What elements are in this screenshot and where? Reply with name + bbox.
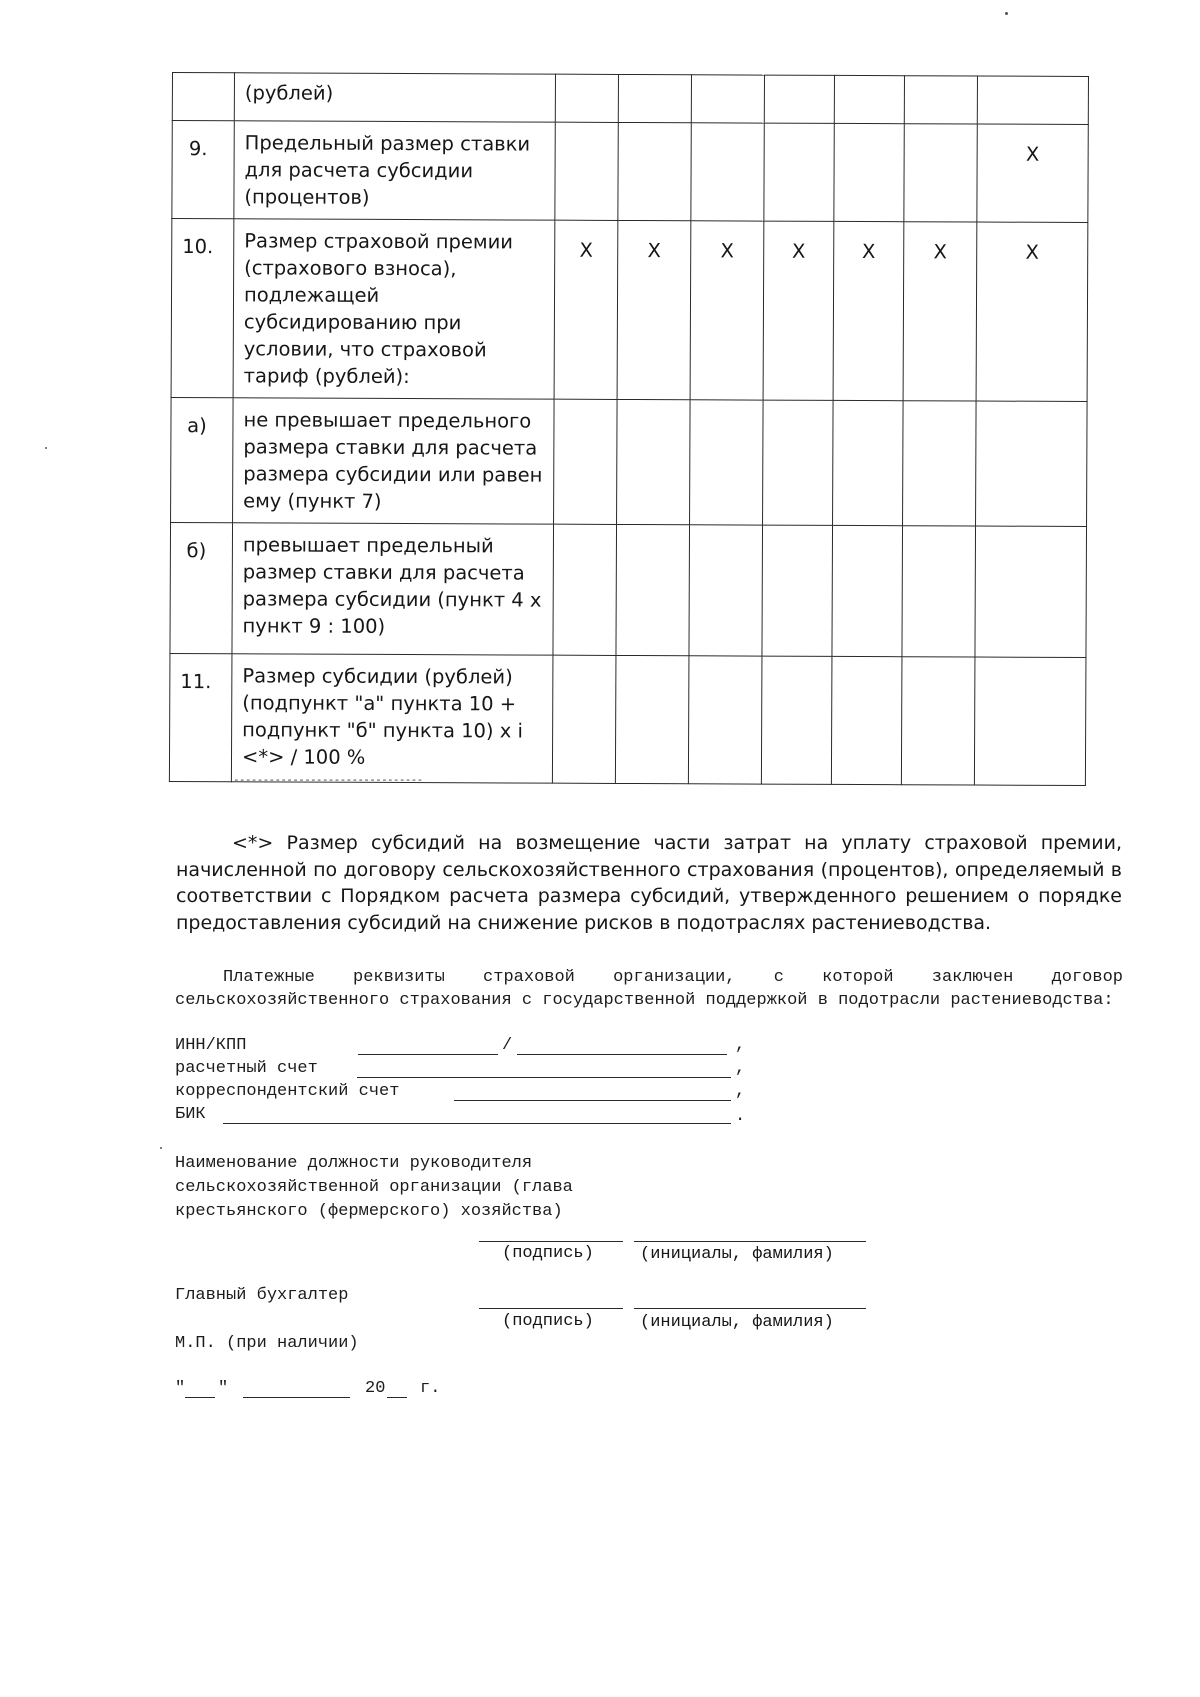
value-cell[interactable] xyxy=(977,76,1088,124)
row-number-cell xyxy=(172,73,234,121)
table-row xyxy=(172,121,1088,223)
value-cell[interactable] xyxy=(975,526,1087,657)
value-cell[interactable] xyxy=(764,123,834,221)
value-cell[interactable] xyxy=(901,657,975,785)
table-row xyxy=(172,73,1088,125)
value-cell[interactable] xyxy=(976,401,1088,526)
value-cell[interactable] xyxy=(555,122,618,220)
row-number-cell: 11. xyxy=(169,653,232,781)
row-description-cell: (рублей) xyxy=(234,73,555,122)
bik-row xyxy=(175,1103,755,1126)
kpp-input-line[interactable] xyxy=(517,1054,727,1055)
value-cell[interactable] xyxy=(689,525,763,656)
head-signature-line[interactable] xyxy=(479,1241,623,1242)
value-cell[interactable] xyxy=(691,123,764,221)
row-description-cell: Размер страховой премии (страхового взноса), подлежащей субсидированию при условии, что страховой тариф (рублей): xyxy=(233,219,555,399)
corr-account-input-line[interactable] xyxy=(454,1100,731,1101)
table-row xyxy=(171,219,1088,402)
date-year-line[interactable] xyxy=(387,1397,407,1398)
value-cell[interactable] xyxy=(903,401,977,526)
value-cell[interactable] xyxy=(832,525,903,656)
date-year-suffix: г. xyxy=(420,1379,441,1398)
row-number-cell: б) xyxy=(170,522,233,653)
date-quote-open: " xyxy=(175,1379,186,1398)
accountant-signature-line[interactable] xyxy=(479,1308,623,1309)
value-cell[interactable] xyxy=(552,655,616,783)
row-description-cell: Предельный размер ставки для расчета субсидии (процентов) xyxy=(234,121,555,220)
value-cell[interactable] xyxy=(615,655,689,783)
scan-speck xyxy=(1005,12,1008,15)
date-year-prefix: 20 xyxy=(365,1379,386,1398)
bik-input-line[interactable] xyxy=(223,1123,731,1124)
value-cell[interactable] xyxy=(831,656,902,784)
value-cell[interactable]: Х xyxy=(833,221,904,400)
head-name-caption: (инициалы, фамилия) xyxy=(640,1245,834,1264)
value-cell[interactable] xyxy=(617,399,691,524)
value-cell[interactable] xyxy=(834,123,904,221)
value-cell[interactable] xyxy=(554,399,618,524)
row-description-cell: превышает предельный размер ставки для расчета размера субсидии (пункт 4 х пункт 9 : 100) xyxy=(232,523,554,655)
row-number-cell: 9. xyxy=(172,121,234,219)
inn-kpp-label: ИНН/КПП xyxy=(175,1036,247,1055)
accountant-signature-caption: (подпись) xyxy=(502,1312,594,1331)
table-row xyxy=(171,397,1088,526)
value-cell[interactable] xyxy=(974,657,1086,785)
value-cell[interactable]: Х xyxy=(690,221,764,400)
value-cell[interactable] xyxy=(764,75,834,123)
value-cell[interactable]: Х xyxy=(976,222,1088,401)
account-input-line[interactable] xyxy=(357,1077,731,1078)
value-cell[interactable] xyxy=(834,75,904,123)
value-cell[interactable] xyxy=(763,400,834,525)
inn-input-line[interactable] xyxy=(358,1054,498,1055)
account-row xyxy=(175,1057,755,1080)
row-description-cell: не превышает предельного размера ставки для расчета размера субсидии или равен ему (пункт 7) xyxy=(233,398,555,524)
corr-account-comma: , xyxy=(735,1082,746,1101)
table-row xyxy=(169,653,1086,785)
footnote-text: <*> Размер субсидий на возмещение части затрат на уплату страховой премии, начисленной по договору сельскохозяйственного страхования (процентов), определяемый в соответствии с Порядком расчета размера субсидий, утвержденного решением о порядке предоставления субсидий на снижение рисков в подотраслях растениеводства. xyxy=(176,832,1122,934)
value-cell[interactable]: Х xyxy=(903,222,977,401)
head-signature-caption: (подпись) xyxy=(502,1244,594,1263)
row-description-cell: Размер субсидии (рублей) (подпункт "а" пункта 10 + подпункт "б" пункта 10) х i <*> / 100 % xyxy=(231,654,553,783)
date-quote-close: " xyxy=(218,1379,229,1398)
chief-accountant-label: Главный бухгалтер xyxy=(175,1286,349,1305)
value-cell[interactable] xyxy=(618,122,691,220)
subsidy-calculation-table xyxy=(169,72,1089,786)
corr-account-row xyxy=(175,1080,755,1103)
scan-speck xyxy=(160,1147,162,1149)
value-cell[interactable] xyxy=(690,400,764,525)
inn-kpp-comma: , xyxy=(735,1036,746,1055)
inn-kpp-separator: / xyxy=(502,1036,513,1055)
inn-kpp-row xyxy=(175,1034,755,1057)
value-cell[interactable] xyxy=(555,74,618,122)
table-body xyxy=(169,73,1088,786)
stamp-note: М.П. (при наличии) xyxy=(175,1334,359,1353)
row-number-cell: а) xyxy=(171,397,234,522)
payment-details-heading: Платежные реквизиты страховой организации, с которой заключен договор сельскохозяйственного страхования с государственной поддержкой в подотрасли растениеводства: xyxy=(175,968,1123,1010)
scan-speck xyxy=(45,447,47,449)
value-cell[interactable]: Х xyxy=(617,220,691,399)
value-cell[interactable]: Х xyxy=(763,221,834,400)
table-row xyxy=(170,522,1087,657)
value-cell[interactable] xyxy=(904,76,977,124)
value-cell[interactable] xyxy=(618,74,691,122)
value-cell[interactable]: Х xyxy=(554,220,618,399)
date-row xyxy=(175,1377,475,1400)
corr-account-label: корреспондентский счет xyxy=(175,1082,400,1101)
value-cell[interactable] xyxy=(553,524,617,655)
date-day-line[interactable] xyxy=(185,1397,215,1398)
head-name-line[interactable] xyxy=(634,1241,866,1242)
row-number-cell: 10. xyxy=(171,219,234,398)
value-cell[interactable] xyxy=(691,75,764,123)
account-comma: , xyxy=(735,1059,746,1078)
account-label: расчетный счет xyxy=(175,1059,318,1078)
bik-period: . xyxy=(735,1107,746,1126)
bik-label: БИК xyxy=(175,1105,206,1124)
footnote-separator: -------------------------------- xyxy=(233,773,423,786)
value-cell[interactable] xyxy=(688,656,762,784)
accountant-name-line[interactable] xyxy=(634,1308,866,1309)
value-cell[interactable] xyxy=(833,400,904,525)
value-cell[interactable] xyxy=(761,656,832,784)
value-cell[interactable] xyxy=(616,524,690,655)
head-position-label: Наименование должности руководителя сельскохозяйственной организации (глава крестьянского (фермерского) хозяйства) xyxy=(175,1154,573,1221)
value-cell[interactable]: Х xyxy=(977,124,1088,222)
value-cell[interactable] xyxy=(902,526,976,657)
accountant-name-caption: (инициалы, фамилия) xyxy=(640,1313,834,1332)
date-month-line[interactable] xyxy=(243,1397,350,1398)
value-cell[interactable] xyxy=(904,124,977,222)
value-cell[interactable] xyxy=(762,525,833,656)
